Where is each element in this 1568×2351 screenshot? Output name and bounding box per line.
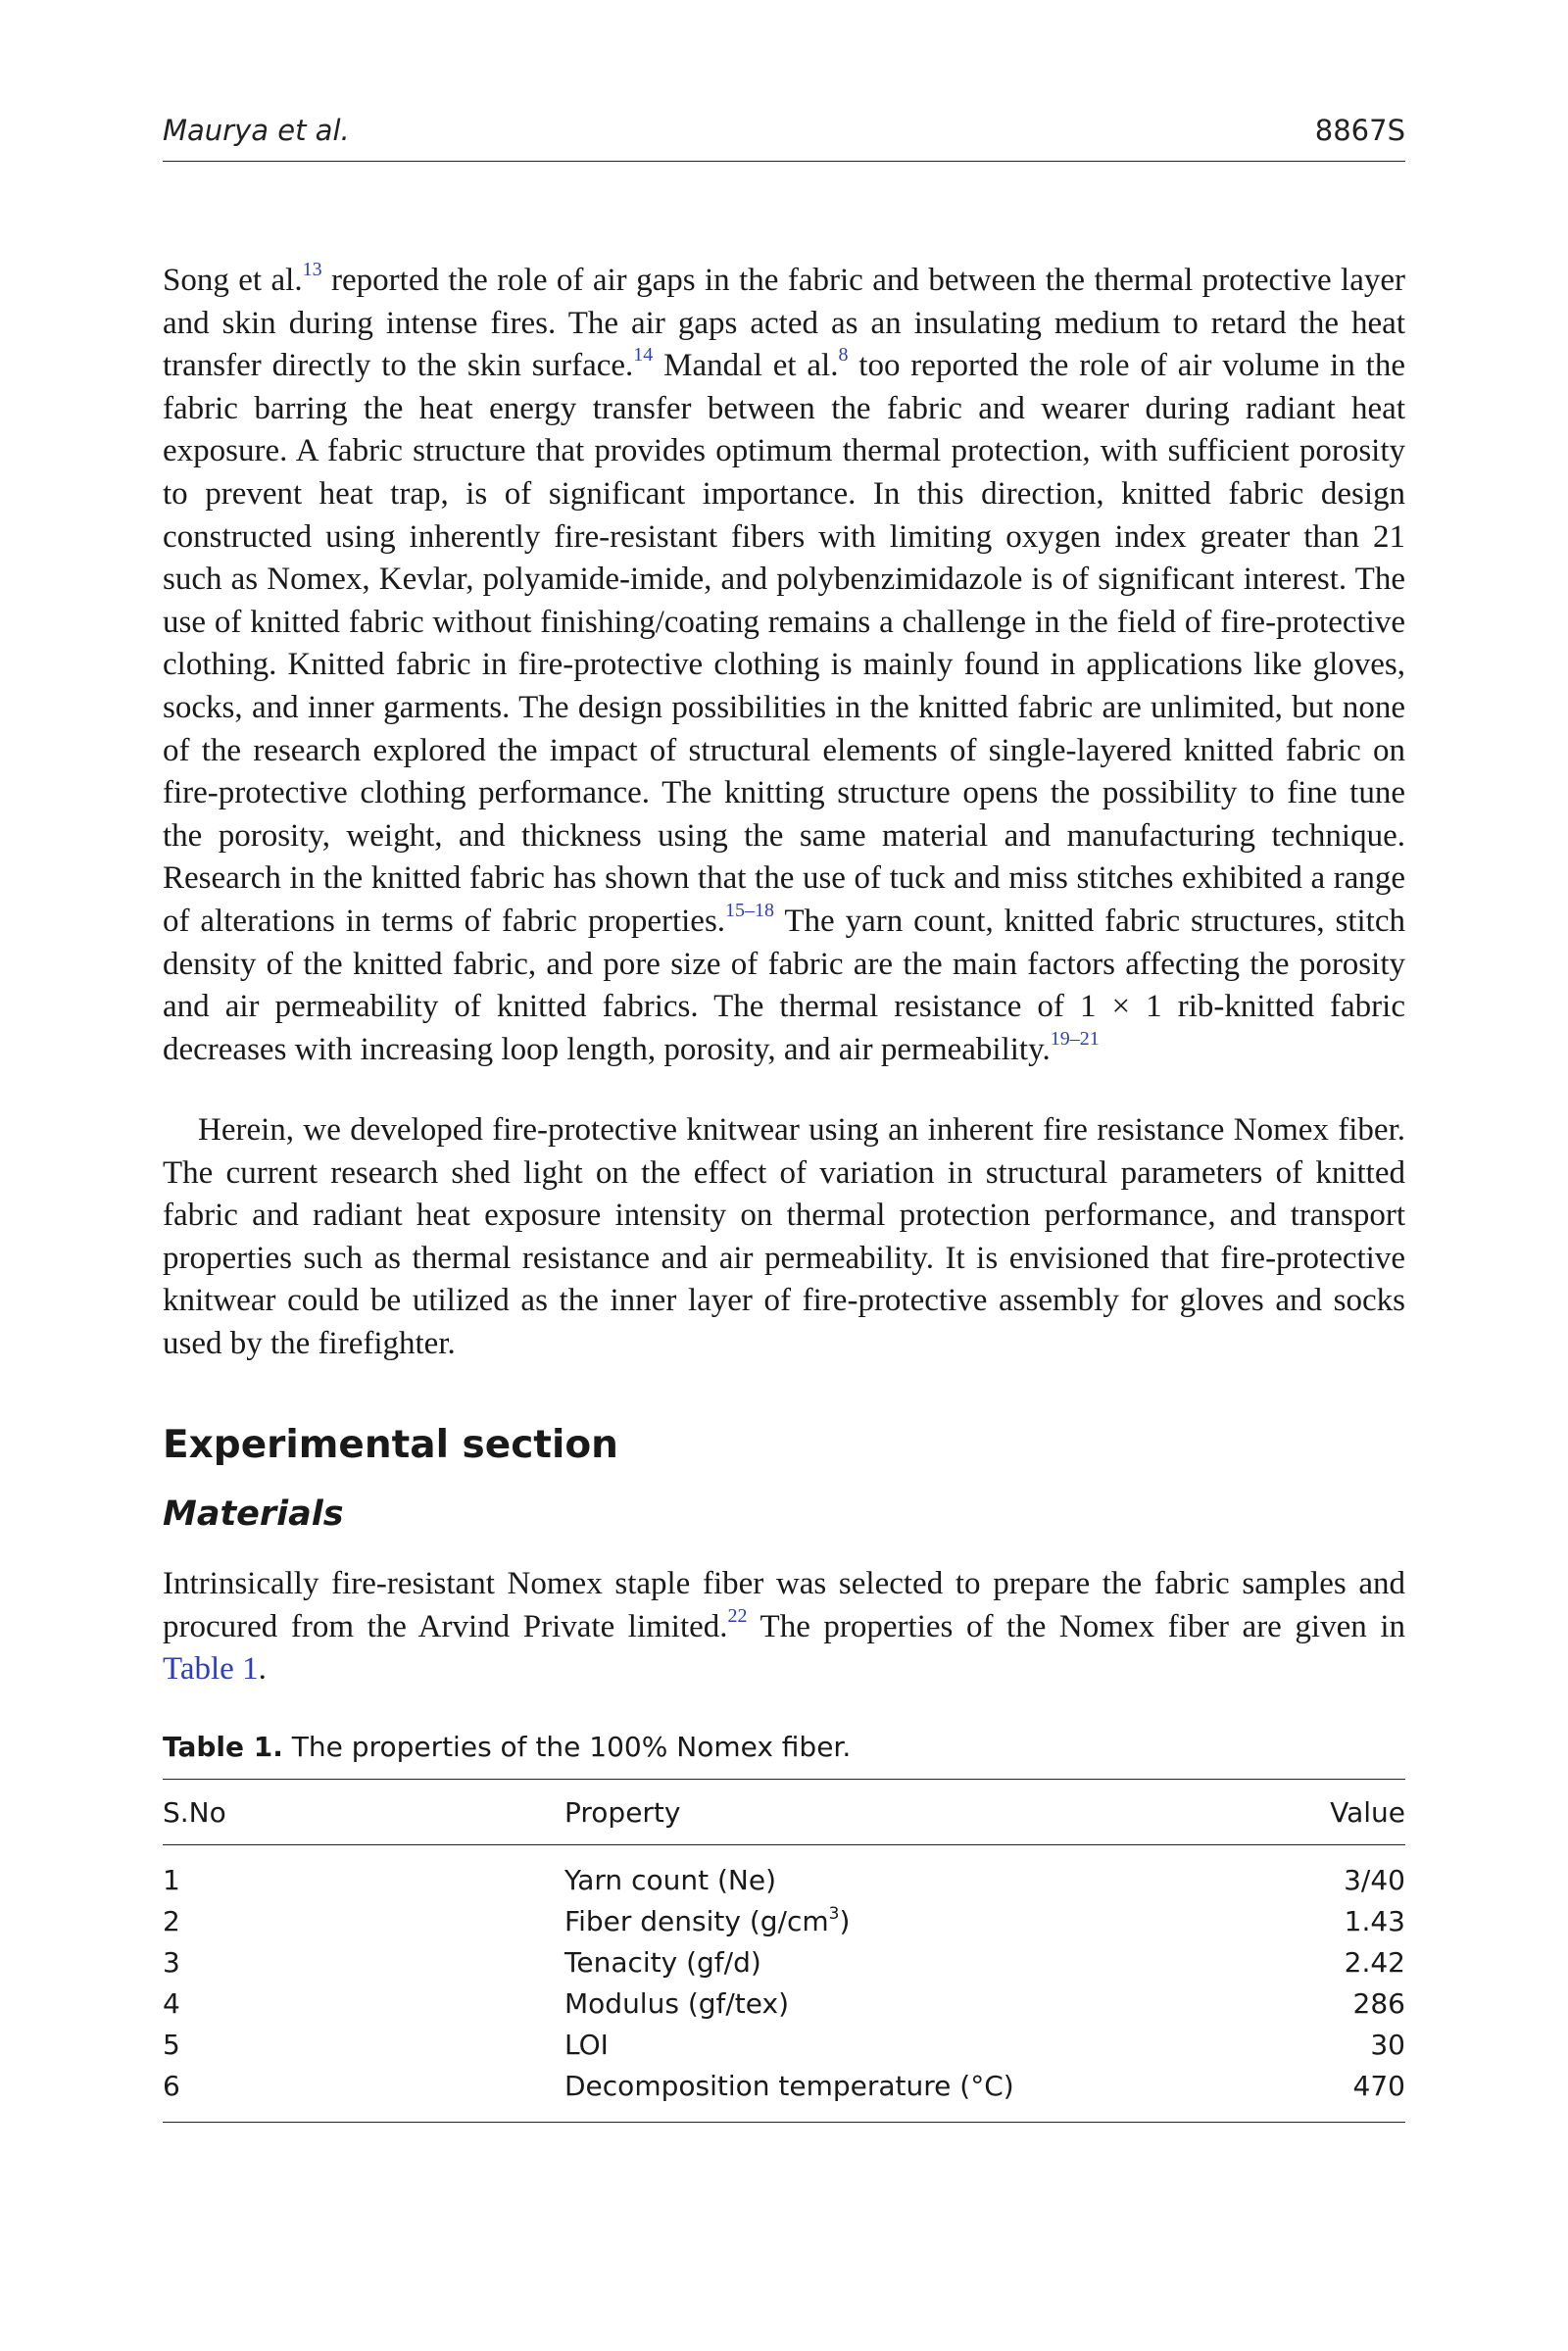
table-caption: [163, 1731, 851, 1763]
cell-value: 286: [1352, 1986, 1405, 2020]
cell-sno: 3: [163, 1945, 180, 1979]
cell-property: Yarn count (Ne): [564, 1863, 776, 1896]
citation-15-18[interactable]: 15–18: [725, 899, 775, 921]
cell-property: Tenacity (gf/d): [564, 1945, 761, 1979]
citation-19-21[interactable]: 19–21: [1050, 1027, 1100, 1050]
nomex-properties-table: [163, 1779, 1405, 2123]
property-text: Fiber density (g/cm: [564, 1904, 829, 1937]
cell-value: 3/40: [1344, 1863, 1405, 1896]
table-row: [163, 1845, 1405, 1901]
citation-22[interactable]: 22: [727, 1604, 748, 1627]
section-heading: Experimental section: [163, 1423, 618, 1467]
citation-8[interactable]: 8: [838, 344, 849, 367]
subsection-heading: Materials: [163, 1494, 344, 1534]
cell-sno: 5: [163, 2028, 180, 2061]
para3-text-c: .: [258, 1651, 267, 1688]
cell-sno: 6: [163, 2069, 180, 2102]
column-header-value: Value: [1330, 1795, 1405, 1829]
para3-text-b: The properties of the Nomex fiber are given in: [747, 1608, 1405, 1644]
para3-text-a: Intrinsically fire-resistant Nomex staple fiber was selected to prepare the fabric samples and procured from the Arvind Private limited.: [163, 1566, 1405, 1644]
para1-text-e: The yarn count, knitted fabric structures, stitch density of the knitted fabric, and pore size of fabric are the main factors affecting the porosity and air permeability of knitted fabrics. The thermal resistance of 1 × 1 rib-knitted fabric decreases with increasing loop length, porosity, and air permeability.: [163, 903, 1405, 1067]
table-row: [163, 1941, 1405, 1983]
page-number: 8867S: [1314, 114, 1405, 147]
paragraph-herein: Herein, we developed fire-protective knitwear using an inherent fire resistance Nomex fiber. The current research shed light on the effect of variation in structural parameters of knitted fabric and radiant heat exposure intensity on thermal protection performance, and transport properties such as thermal resistance and air permeability. It is envisioned that fire-protective knitwear could be utilized as the inner layer of fire-protective assembly for gloves and socks used by the firefighter.: [163, 1112, 1405, 1361]
cell-property: Decomposition temperature (°C): [564, 2069, 1014, 2102]
property-text-end: ): [839, 1904, 851, 1937]
cell-property: [564, 1900, 1250, 1941]
cell-property: LOI: [564, 2028, 609, 2061]
paragraph-materials: [163, 1563, 1405, 1691]
cell-sno: 4: [163, 1986, 180, 2020]
cell-value: 1.43: [1344, 1904, 1405, 1937]
citation-13[interactable]: 13: [302, 259, 322, 280]
cell-value: 2.42: [1344, 1945, 1405, 1979]
cell-property: Modulus (gf/tex): [564, 1986, 790, 2020]
cell-sno: 2: [163, 1904, 180, 1937]
para1-text-b: reported the role of air gaps in the fabric and between the thermal protective layer and skin during intense fires. The air gaps acted as an insulating medium to retard the heat transfer directly to the skin surface.: [163, 263, 1405, 384]
table-caption-label: Table 1.: [163, 1731, 283, 1763]
cell-sno: 1: [163, 1863, 180, 1896]
running-head-authors: Maurya et al.: [163, 114, 350, 147]
table-row: [163, 1983, 1405, 2024]
para1-text-d: too reported the role of air volume in the fabric barring the heat energy transfer between the fabric and wearer during radiant heat exposure. A fabric structure that provides optimum thermal protection, with sufficient porosity to prevent heat trap, is of significant importance. In this direction, knitted fabric design constructed using inherently fire-resistant fibers with limiting oxygen index greater than 21 such as Nomex, Kevlar, polyamide-imide, and polybenzimidazole is of significant interest. The use of knitted fabric without finishing/coating remains a challenge in the field of fire-protective clothing. Knitted fabric in fire-protective clothing is mainly found in applications like gloves, socks, and inner garments. The design possibilities in the knitted fabric are unlimited, but none of the research explored the impact of structural elements of single-layered knitted fabric on fire-protective clothing performance. The knitting structure opens the possibility to fine tune the porosity, weight, and thickness using the same material and manufacturing technique. Research in the knitted fabric has shown that the use of tuck and miss stitches exhibited a range of alterations in terms of fabric properties.: [163, 348, 1405, 939]
table-row: [163, 2065, 1405, 2123]
table-row: [163, 2024, 1405, 2065]
table-caption-text: The properties of the 100% Nomex fiber.: [282, 1731, 852, 1763]
table-row: [163, 1900, 1405, 1941]
cell-value: 30: [1370, 2028, 1405, 2061]
para1-text-a: Song et al.: [163, 263, 303, 298]
cell-value: 470: [1352, 2069, 1405, 2102]
table-1-link[interactable]: Table 1: [163, 1651, 259, 1688]
running-header: [163, 110, 1405, 162]
paragraph-intro: [163, 260, 1405, 1071]
property-superscript: 3: [828, 1903, 840, 1924]
column-header-sno: S.No: [163, 1795, 226, 1829]
para1-text-c: Mandal et al.: [653, 348, 839, 384]
column-header-property: Property: [564, 1795, 681, 1829]
citation-14[interactable]: 14: [633, 344, 654, 367]
table-header-row: [163, 1780, 1405, 1845]
